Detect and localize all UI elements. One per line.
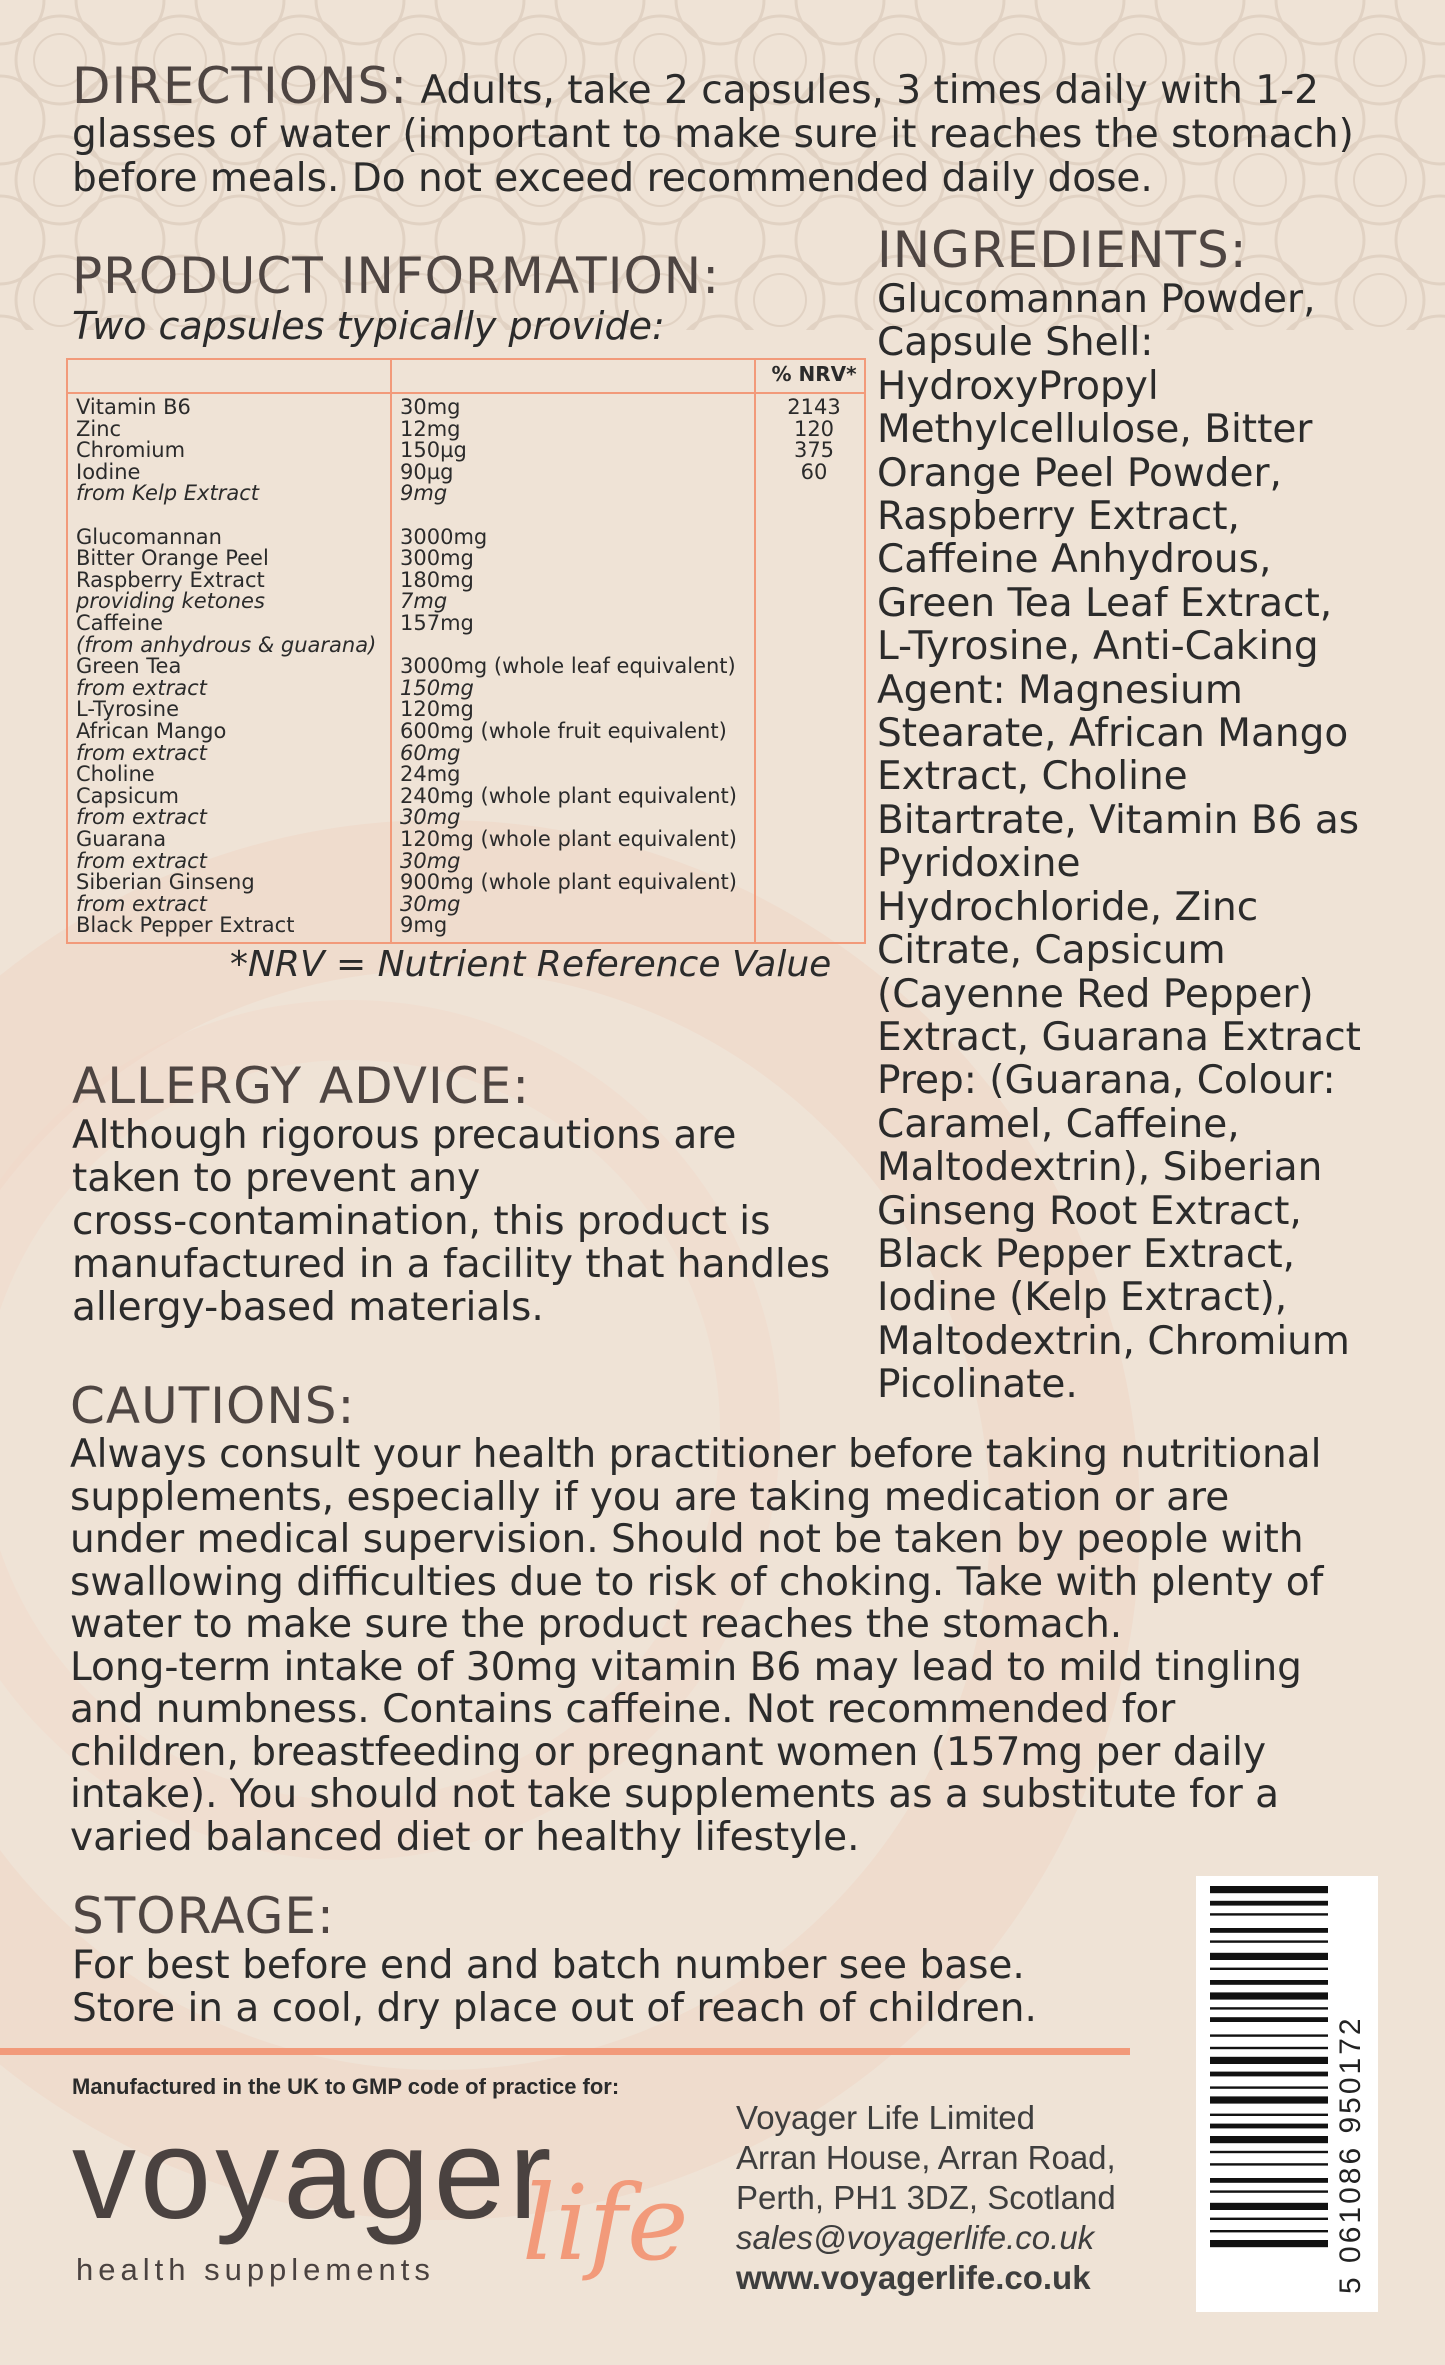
nutrient-nrv: 2143 (787, 395, 841, 419)
directions-heading: DIRECTIONS: (72, 57, 409, 115)
text-line: Extract, Choline (877, 754, 1188, 800)
nutrient-name: Chromium (76, 438, 186, 463)
ingredients-heading: INGREDIENTS: (877, 221, 1248, 279)
nutrient-name: from Kelp Extract (76, 481, 260, 506)
nutrient-name: Raspberry Extract (76, 567, 265, 592)
nutrient-amount: 300mg (400, 546, 474, 571)
text-line: Prep: (Guarana, Colour: (877, 1058, 1336, 1104)
cautions-heading: CAUTIONS: (70, 1377, 356, 1435)
divider-rule (0, 2048, 1130, 2055)
nutrient-amount: 600mg (whole fruit equivalent) (400, 719, 727, 743)
nutrient-name: Guarana (76, 827, 167, 851)
website-link[interactable]: www.voyagerlife.co.uk (736, 2259, 1091, 2296)
nutrient-amount: 30mg (400, 395, 461, 419)
text-line: Stearate, African Mango (877, 711, 1349, 757)
text-line: Orange Peel Powder, (877, 450, 1282, 496)
text-line: Picolinate. (877, 1362, 1078, 1408)
storage-heading: STORAGE: (72, 1887, 335, 1945)
product-information-heading: PRODUCT INFORMATION: (72, 247, 721, 305)
nutrient-amount: 12mg (400, 416, 461, 441)
nutrient-amount: 30mg (400, 805, 461, 830)
text-line: Maltodextrin), Siberian (877, 1145, 1323, 1191)
text-line: Always consult your health practitioner before taking nutritional (70, 1432, 1322, 1477)
text-line: Although rigorous precautions are (72, 1113, 737, 1158)
logo-tagline: health supplements (76, 2252, 435, 2287)
text-line: Black Pepper Extract, (877, 1231, 1296, 1277)
nutrient-amount: 120mg (400, 697, 474, 722)
nutrient-name: Caffeine (76, 611, 163, 635)
text-line: cross-contamination, this product is (72, 1199, 771, 1244)
manufactured-statement: Manufactured in the UK to GMP code of practice for: (72, 2074, 620, 2099)
allergy-heading: ALLERGY ADVICE: (72, 1057, 531, 1115)
nutrient-amount: 3000mg (whole leaf equivalent) (400, 654, 736, 679)
nrv-footnote: *NRV = Nutrient Reference Value (230, 944, 832, 985)
storage-text (72, 1944, 1172, 2030)
text-line: supplements, especially if you are taking medication or are (70, 1474, 1230, 1520)
storage-section (72, 1888, 1172, 2030)
text-line: swallowing difficulties due to risk of choking. Take with plenty of (70, 1559, 1324, 1605)
text-line: taken to prevent any (72, 1156, 481, 1201)
nutrient-amount: 150mg (400, 675, 474, 700)
text-line: water to make sure the product reaches the stomach. (70, 1602, 1123, 1647)
nutrient-amount: 60mg (400, 740, 461, 765)
text-line: under medical supervision. Should not be taken by people with (70, 1517, 1304, 1562)
nutrient-nrv: 120 (793, 416, 835, 441)
nutrient-nrv: 375 (793, 438, 835, 463)
text-line: Maltodextrin, Chromium (877, 1318, 1350, 1364)
cautions-text (70, 1434, 1400, 1859)
nutrient-name: from extract (76, 891, 207, 916)
text-line: Agent: Magnesium (877, 667, 1243, 713)
nutrient-amount: 7mg (400, 589, 448, 614)
nutrient-name: from extract (76, 848, 207, 873)
text-line: Hydrochloride, Zinc (877, 884, 1259, 930)
nutrition-table-header (68, 360, 864, 394)
nutrient-name: Vitamin B6 (76, 395, 191, 419)
allergy-section (72, 1058, 862, 1329)
nutrient-amount: 90µg (400, 459, 454, 484)
nutrient-amount: 24mg (400, 762, 461, 787)
nutrient-amount: 9mg (400, 481, 448, 506)
directions-section (72, 57, 1392, 201)
nutrient-amount: 3000mg (400, 524, 488, 549)
nutrition-table (66, 358, 866, 944)
text-line: HydroxyPropyl (877, 363, 1159, 409)
text-line: Bitartrate, Vitamin B6 as (877, 797, 1360, 843)
logo-script: life (522, 2162, 689, 2284)
product-information-section (72, 248, 872, 348)
text-line: Raspberry Extract, (877, 494, 1240, 540)
address-line: Perth, PH1 3DZ, Scotland (736, 2179, 1116, 2216)
logo-wordmark: voyager (72, 2103, 556, 2246)
nutrient-name: from extract (76, 675, 207, 700)
text-line: Extract, Guarana Extract (877, 1014, 1361, 1060)
text-line: varied balanced diet or healthy lifestyle. (70, 1814, 860, 1860)
ingredients-list (877, 278, 1437, 1407)
barcode (1196, 1876, 1378, 2312)
nutrient-amount: 30mg (400, 848, 461, 873)
address-line: Voyager Life Limited (736, 2099, 1036, 2136)
text-line: For best before end and batch number see base. (72, 1943, 1025, 1988)
nutrient-name: providing ketones (76, 589, 265, 614)
nutrient-amount: 900mg (whole plant equivalent) (400, 870, 737, 895)
nutrient-name: Choline (76, 762, 155, 787)
column-divider (390, 360, 392, 942)
nutrient-name: Siberian Ginseng (76, 870, 255, 895)
allergy-text (72, 1114, 862, 1329)
nutrient-name: from extract (76, 740, 207, 765)
nutrient-name: Bitter Orange Peel (76, 546, 269, 571)
nutrient-name: Zinc (76, 416, 122, 441)
text-line: (Cayenne Red Pepper) (877, 971, 1314, 1017)
text-line: Pyridoxine (877, 841, 1081, 887)
nutrient-name: Green Tea (76, 654, 182, 679)
nutrient-name: African Mango (76, 719, 227, 743)
ingredients-section (877, 222, 1437, 1407)
address-line: Arran House, Arran Road, (736, 2139, 1116, 2176)
nutrient-amount: 150µg (400, 438, 467, 463)
directions-text: Adults, take 2 capsules, 3 times daily with 1-2 glasses of water (important to make sure it reaches the stomach) before meals. Do not exceed recommended daily dose. (72, 68, 1354, 201)
nutrient-amount: 120mg (whole plant equivalent) (400, 827, 737, 851)
text-line: Caramel, Caffeine, (877, 1101, 1240, 1147)
nutrient-name: Capsicum (76, 783, 179, 808)
nutrient-amount: 180mg (400, 567, 474, 592)
text-line: and numbness. Contains caffeine. Not recommended for (70, 1687, 1176, 1732)
nutrient-amount: 240mg (whole plant equivalent) (400, 783, 737, 808)
text-line: Glucomannan Powder, (877, 277, 1316, 322)
nutrient-name: L-Tyrosine (76, 697, 179, 722)
company-address (736, 2098, 1116, 2298)
text-line: allergy-based materials. (72, 1285, 544, 1330)
text-line: Citrate, Capsicum (877, 928, 1226, 974)
product-information-subheading: Two capsules typically provide: (72, 304, 665, 348)
text-line: Capsule Shell: (877, 320, 1154, 366)
text-line: Iodine (Kelp Extract), (877, 1275, 1288, 1321)
barcode-number: 5 061086 950172 (1334, 2015, 1367, 2294)
text-line: Long-term intake of 30mg vitamin B6 may lead to mild tingling (70, 1644, 1302, 1690)
text-line: L-Tyrosine, Anti-Caking (877, 624, 1319, 670)
brand-logo (72, 2103, 692, 2310)
nutrient-amount: 157mg (400, 611, 474, 635)
text-line: intake). You should not take supplements as a substitute for a (70, 1772, 1280, 1817)
nutrient-name: Iodine (76, 459, 141, 484)
nutrient-name: (from anhydrous & guarana) (76, 632, 377, 657)
text-line: Green Tea Leaf Extract, (877, 580, 1333, 626)
cautions-section (70, 1378, 1400, 1859)
nutrient-nrv: 60 (800, 459, 828, 484)
text-line: manufactured in a facility that handles (72, 1242, 831, 1287)
nutrient-name: Black Pepper Extract (76, 913, 295, 938)
nutrient-amount: 9mg (400, 913, 448, 938)
nutrient-name: from extract (76, 805, 207, 830)
nrv-header: % NRV* (771, 362, 857, 386)
email-link[interactable]: sales@voyagerlife.co.uk (736, 2219, 1095, 2256)
nutrient-amount: 30mg (400, 891, 461, 916)
text-line: Ginseng Root Extract, (877, 1188, 1302, 1234)
text-line: Store in a cool, dry place out of reach of children. (72, 1986, 1037, 2031)
text-line: Methylcellulose, Bitter (877, 407, 1313, 453)
text-line: Caffeine Anhydrous, (877, 537, 1272, 583)
nutrient-name: Glucomannan (76, 524, 222, 549)
text-line: children, breastfeeding or pregnant women (157mg per daily (70, 1729, 1267, 1775)
column-divider (754, 360, 756, 942)
